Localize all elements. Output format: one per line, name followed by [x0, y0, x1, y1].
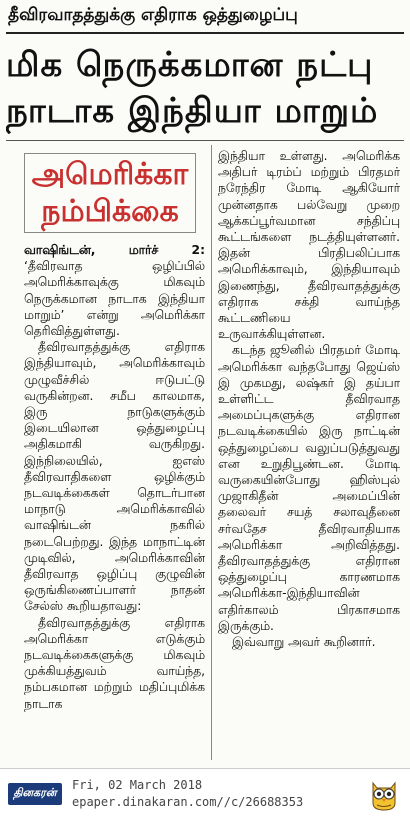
- headline: [6, 42, 404, 134]
- lead-text: ‘தீவிரவாத ஒழிப்பில் அமெரிக்காவுக்கு மிகவும் நெருக்கமான நாடாக இந்தியா மாறும்’ என்று அமெரிக்கா தெரிவித்துள்ளது.: [24, 259, 205, 339]
- edition-date: Fri, 02 March 2018: [72, 778, 203, 792]
- article-paragraph: கடந்த ஜூனில் பிரதமர் மோடி அமெரிக்கா வந்தபோது ஜெய்ஸ் இ முகமது, லஷ்கர் இ தய்பா உள்ளிட்ட தீவிரவாத அமைப்புகளுக்கு எதிரான நடவடிக்கையில் இரு நாட்டின் ஒத்துழைப்பை வலுப்படுத்துவது என உறுதிபூண்டன. மோடி வருகையின்போது ஹிஸ்புல் முஜாகிதீன் அமைப்பின் தலைவர் சயத் சலாவுதீனை சர்வதேச தீவிரவாதியாக அமெரிக்கா அறிவித்தது. தீவிரவாதத்துக்கு எதிரான ஒத்துழைப்பு காரணமாக அமெரிக்கா-இந்தியாவின் எதிர்காலம் பிரகாசமாக இருக்கும்.: [218, 343, 400, 633]
- subhead-line-2: நம்பிக்கை: [41, 194, 179, 229]
- dinakaran-logo[interactable]: [8, 783, 62, 805]
- article-paragraph: இவ்வாறு அவர் கூறினார்.: [232, 635, 376, 650]
- headline-line-1: மிக நெருக்கமான நட்பு: [6, 45, 374, 85]
- article-paragraph: தீவிரவாதத்துக்கு எதிராக அமெரிக்கா எடுக்கும் நடவடிக்கைகளுக்கு மிகவும் முக்கியத்துவம் வாய்ந்த, நம்பகமான மற்றும் மதிப்புமிக்க நாடாக: [24, 615, 205, 711]
- subhead-box: [24, 153, 196, 233]
- dateline: வாஷிங்டன், மார்ச் 2:: [24, 243, 205, 257]
- subhead: [25, 156, 195, 230]
- article-paragraph: [24, 242, 205, 339]
- article-paragraph: தீவிரவாதத்துக்கு எதிராக இந்தியாவும், அமெரிக்காவும் முழுவீச்சில் ஈடுபட்டு வருகின்றன. சமீப காலமாக, இரு நாடுகளுக்கும் இடையிலான ஒத்துழைப்பு அதிகமாகி வருகிறது. இந்நிலையில், ஐஎஸ் தீவிரவாதிகளை ஒழிக்கும் நடவடிக்கைகள் தொடர்பான மாநாடு அமெரிக்காவில் வாஷிங்டன் நகரில் நடைபெற்றது. இந்த மாநாட்டின் முடிவில், அமெரிக்காவின் தீவிரவாத ஒழிப்பு குழுவின் ஒருங்கிணைப்பாளர் நாதன் சேல்ஸ் கூறியதாவது:: [24, 340, 205, 614]
- kicker-line: தீவிரவாதத்துக்கு எதிராக ஒத்துழைப்பு: [8, 5, 298, 25]
- article-column-left: [24, 242, 205, 762]
- divider: [6, 32, 404, 34]
- owl-icon: [368, 777, 400, 811]
- subhead-line-1: அமெரிக்கா: [31, 157, 189, 192]
- epaper-link[interactable]: epaper.dinakaran.com//c/26688353: [72, 795, 304, 809]
- logo-text: தினகரன்: [13, 786, 57, 799]
- article-column-right: [218, 148, 400, 762]
- column-divider: [211, 145, 212, 760]
- headline-line-2: நாடாக இந்தியா மாறும்: [6, 91, 379, 131]
- footer: [0, 769, 410, 818]
- article-paragraph: இந்தியா உள்ளது. அமெரிக்க அதிபர் டிரம்ப் மற்றும் பிரதமர் நரேந்திர மோடி ஆகியோர் முன்னதாக பல்வேறு முறை ஆக்கப்பூர்வமான சந்திப்பு கூட்டங்களை நடத்தியுள்ளனர். இதன் பிரதிபலிப்பாக அமெரிக்காவும், இந்தியாவும் இணைந்து, தீவிரவாதத்துக்கு எதிராக சக்தி வாய்ந்த கூட்டணியை உருவாக்கியுள்ளன.: [218, 149, 400, 342]
- divider: [6, 140, 404, 141]
